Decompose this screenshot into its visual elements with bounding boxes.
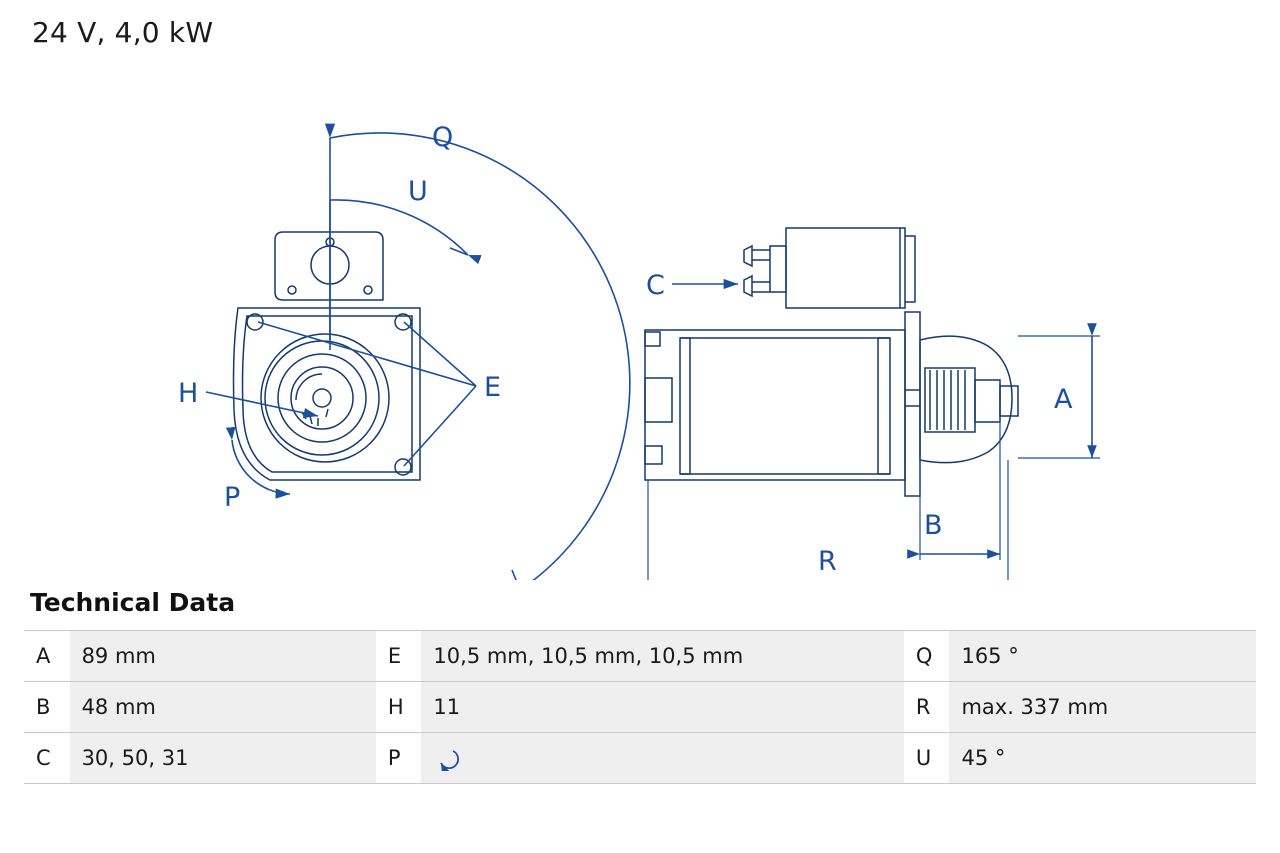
row-key-c: C bbox=[24, 733, 70, 784]
row-value-e: 10,5 mm, 10,5 mm, 10,5 mm bbox=[421, 631, 903, 682]
row-key-h: H bbox=[376, 682, 422, 733]
row-value-u: 45 ° bbox=[949, 733, 1256, 784]
row-value-q: 165 ° bbox=[949, 631, 1256, 682]
technical-data-table bbox=[24, 630, 1256, 784]
callout-label-U: U bbox=[408, 176, 428, 207]
row-key-a: A bbox=[24, 631, 70, 682]
row-value-c: 30, 50, 31 bbox=[70, 733, 376, 784]
row-key-p: P bbox=[376, 733, 422, 784]
row-value-a: 89 mm bbox=[70, 631, 376, 682]
row-key-b: B bbox=[24, 682, 70, 733]
row-key-u: U bbox=[904, 733, 950, 784]
row-value-r: max. 337 mm bbox=[949, 682, 1256, 733]
table-row bbox=[24, 682, 1256, 733]
callout-label-R: R bbox=[818, 546, 837, 577]
callout-label-B: B bbox=[924, 510, 943, 541]
table-row bbox=[24, 733, 1256, 784]
row-key-r: R bbox=[904, 682, 950, 733]
row-value-h: 11 bbox=[421, 682, 903, 733]
callout-label-C: C bbox=[646, 270, 665, 301]
rotation-direction-icon bbox=[433, 745, 463, 771]
callout-label-E: E bbox=[484, 372, 502, 403]
page-title: 24 V, 4,0 kW bbox=[32, 16, 214, 49]
row-key-q: Q bbox=[904, 631, 950, 682]
callout-label-Q: Q bbox=[432, 122, 454, 153]
callout-label-H: H bbox=[178, 378, 199, 409]
technical-drawing bbox=[0, 50, 1280, 580]
front-view-group bbox=[178, 122, 630, 580]
side-view-group bbox=[645, 228, 1100, 580]
callout-label-A: A bbox=[1054, 384, 1073, 415]
row-key-e: E bbox=[376, 631, 422, 682]
drawing-svg bbox=[0, 50, 1280, 580]
row-value-b: 48 mm bbox=[70, 682, 376, 733]
row-value-p bbox=[421, 733, 903, 784]
callout-label-P: P bbox=[224, 482, 241, 513]
table-row bbox=[24, 631, 1256, 682]
technical-data-heading: Technical Data bbox=[30, 588, 236, 617]
